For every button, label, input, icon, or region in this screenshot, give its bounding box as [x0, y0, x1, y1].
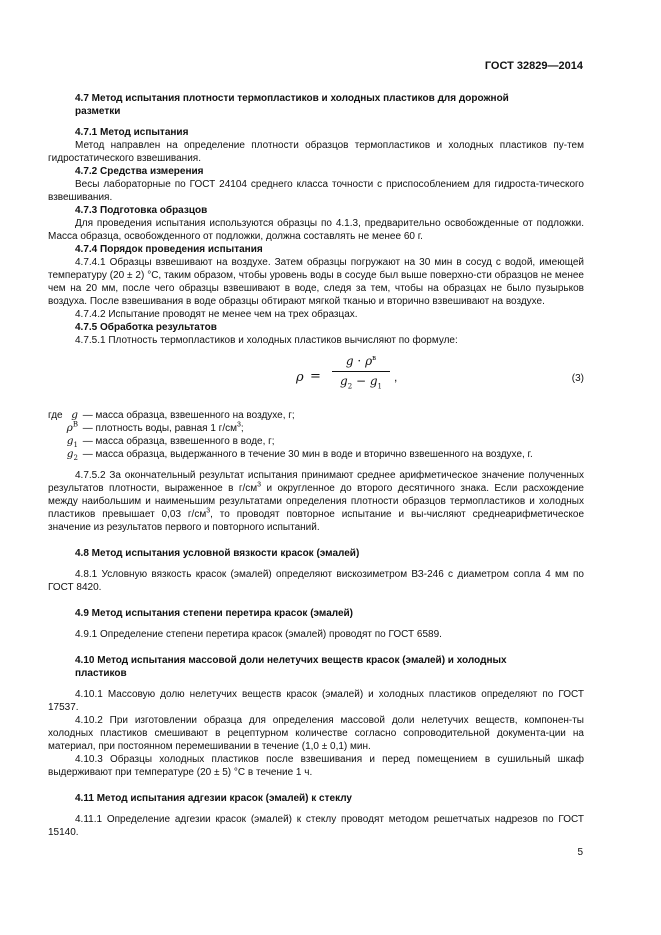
section-4-8-title: 4.8 Метод испытания условной вязкости красок (эмалей) [75, 548, 360, 559]
formula-legend [48, 409, 584, 461]
subsection-4-7-4-title: 4.7.4 Порядок проведения испытания [75, 244, 263, 255]
page-number: 5 [577, 847, 583, 858]
subsection-4-7-3-title: 4.7.3 Подготовка образцов [75, 205, 208, 216]
section-4-7-title: 4.7 Метод испытания плотности термопластиков и холодных пластиков для дорожной разметки [75, 93, 509, 117]
paragraph-4-10-1: 4.10.1 Массовую долю нелетучих веществ красок (эмалей) и холодных пластиков определяют по ГОСТ 17537. [48, 689, 584, 713]
paragraph-4-10-3: 4.10.3 Образцы холодных пластиков после взвешивания и перед помещением в сушильный шкаф выдерживают при температуре (20 ± 5) °С в течение 1 ч. [48, 754, 584, 778]
paragraph-4-9-1: 4.9.1 Определение степени перетира красок (эмалей) проводят по ГОСТ 6589. [75, 629, 442, 640]
formula-fraction [332, 354, 390, 391]
subsection-4-7-2-title: 4.7.2 Средства измерения [75, 166, 204, 177]
subsection-4-7-1-title: 4.7.1 Метод испытания [75, 127, 189, 138]
section-4-11-title: 4.11 Метод испытания адгезии красок (эмалей) к стеклу [75, 793, 352, 804]
formula-lhs: ρ [296, 370, 304, 385]
legend-row-rho: $\rho^В$ — плотность воды, равная 1 $г/см^3$; [66, 420, 244, 434]
paragraph-4-7-1: Метод направлен на определение плотности образцов термопластиков и холодных пластиков пу-тем гидростатического взвешивания. [48, 140, 584, 164]
subsection-4-7-5-title: 4.7.5 Обработка результатов [75, 322, 217, 333]
formula-comma: , [394, 370, 398, 384]
paragraph-4-7-3: Для проведения испытания используются образцы по 4.1.3, предварительно освобожденные от подложки. Масса образца, освобожденного от подложки, должна составлять не менее 60 г. [48, 218, 584, 242]
paragraph-4-11-1: 4.11.1 Определение адгезии красок (эмалей) к стеклу проводят методом решетчатых надрезов по ГОСТ 15140. [48, 814, 584, 838]
paragraph-4-10-2: 4.10.2 При изготовлении образца для определения массовой доли нелетучих веществ, компонен-ты холодных пластиков смешивают в рецептурном количестве согласно сопроводительной документа-ции на материал, при постоянном перемешивании в течение (1,0 ± 0,1) мин. [48, 715, 584, 752]
paragraph-4-7-4-2: 4.7.4.2 Испытание проводят не менее чем на трех образцах. [75, 309, 358, 320]
paragraph-4-7-5-2: 4.7.5.2 За окончательный результат испытания принимают среднее арифметическое значение полученных результатов плотности, выраженное в $г/см^3$ и округленное до второго десятичного знака. Если расхождение между наибольшим и наименьшим результатами определения плотности образцов термопластиков и холодных пластиков превышает 0,03 $г/см^3$, то проводят повторное испытание и вы-числяют среднеарифметическое значение из результатов первого и повторного испытаний. [48, 470, 585, 533]
section-4-9-title: 4.9 Метод испытания степени перетира красок (эмалей) [75, 608, 354, 619]
section-4-10-title: 4.10 Метод испытания массовой доли нелетучих веществ красок (эмалей) и холодных пластиков [75, 655, 507, 679]
formula-equals: = [310, 369, 321, 384]
paragraph-4-7-4-1: 4.7.4.1 Образцы взвешивают на воздухе. Затем образцы погружают на 30 мин в сосуд с водой, имеющей температуру (20 ± 2) °С, таким образом, чтобы уровень воды в сосуде был выше поверхно-сти образцов не менее чем на 20 мм, после чего образцы взвешивают в воде, следя за тем, чтобы на образцах не было пузырьков воздуха. После взвешивания в воде образцы обтирают мягкой тканью и вторично взвешивают на воздухе. [48, 257, 584, 307]
density-formula [48, 353, 584, 405]
standard-code-header: ГОСТ 32829—2014 [484, 60, 583, 72]
legend-row-g2: $g_2$ — масса образца, выдержанного в течение 30 мин в воде и вторично взвешенного на воздухе, г. [66, 448, 533, 463]
formula-number: (3) [571, 373, 584, 384]
legend-row-g: где g — масса образца, взвешенного на воздухе, г; [48, 409, 295, 421]
page-body [48, 92, 584, 839]
paragraph-4-7-2: Весы лабораторные по ГОСТ 24104 среднего класса точности с приспособлением для гидроста-тического взвешивания. [48, 179, 584, 203]
formula-denominator: $g_2 - g_1$ [340, 374, 382, 391]
formula-numerator: $g \cdot \rho^в$ [332, 355, 390, 372]
paragraph-4-8-1: 4.8.1 Условную вязкость красок (эмалей) определяют вискозиметром ВЗ-246 с диаметром сопла 4 мм по ГОСТ 8420. [48, 569, 584, 593]
paragraph-4-7-5-1: 4.7.5.1 Плотность термопластиков и холодных пластиков вычисляют по формуле: [75, 335, 458, 346]
legend-row-g1: $g_1$ — масса образца, взвешенного в воде, г; [66, 435, 275, 450]
